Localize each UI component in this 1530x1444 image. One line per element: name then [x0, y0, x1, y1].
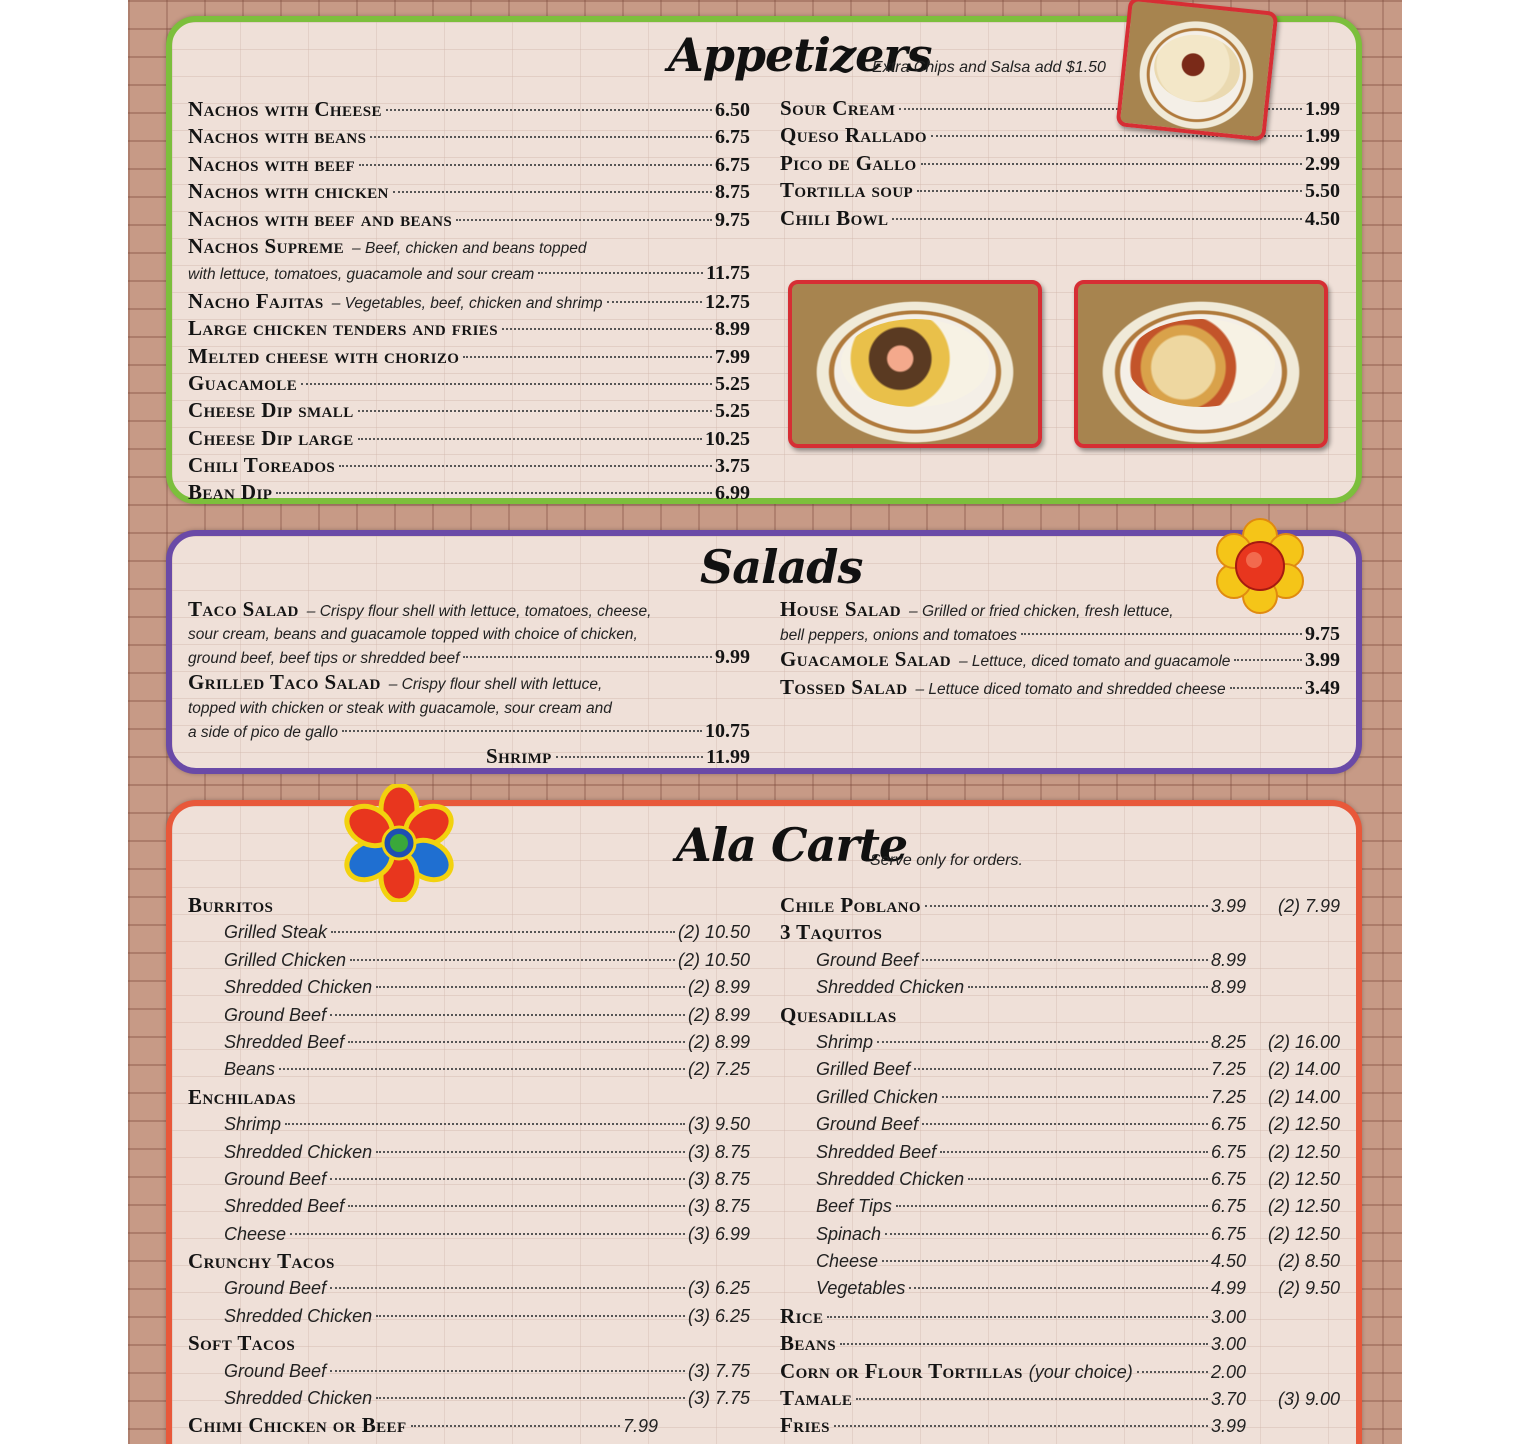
item-description: Lettuce diced tomato and shredded cheese	[928, 680, 1226, 698]
menu-item	[780, 1303, 1340, 1330]
menu-item: Nacho Fajitas – Vegetables, beef, chicken and shrimp 12.75	[188, 288, 750, 315]
item-price: 8.99	[1210, 977, 1246, 998]
item-name: Nachos with beef and beans	[188, 206, 453, 231]
item-price-multiple: (2) 12.50	[1267, 1196, 1340, 1217]
item-price: 5.25	[715, 372, 750, 395]
item-price: (2) 8.99	[687, 1031, 750, 1052]
menu-item	[780, 1111, 1340, 1138]
item-price: 8.75	[715, 181, 750, 204]
item-name: Ground Beef	[224, 1360, 327, 1381]
item-price: 5.25	[715, 400, 750, 423]
item-name: Cheese Dip large	[188, 425, 354, 450]
item-price: 6.50	[715, 99, 750, 121]
appetizers-section	[166, 16, 1362, 504]
ala-carte-subtitle: Serve only for orders.	[870, 852, 1023, 869]
item-price-multiple: (2) 12.50	[1267, 1141, 1340, 1162]
item-price: 3.99	[1305, 649, 1340, 672]
item-price: 7.99	[622, 1416, 658, 1437]
menu-item	[188, 1056, 750, 1083]
item-price: (3) 8.75	[687, 1196, 750, 1217]
item-price: (3) 8.75	[687, 1141, 750, 1162]
item-name: Chili Bowl	[780, 205, 889, 230]
item-name: Queso Rallado	[780, 123, 927, 148]
item-price: 6.99	[715, 482, 750, 505]
item-price: 8.25	[1210, 1031, 1246, 1052]
salads-title: Salads	[700, 540, 863, 594]
item-price: 9.75	[1305, 623, 1340, 646]
ala-carte-left-column	[188, 892, 750, 1440]
item-price: 7.25	[1210, 1086, 1246, 1107]
item-price: 2.99	[1305, 152, 1340, 175]
item-name: Cheese	[816, 1251, 879, 1272]
menu-item	[780, 150, 1340, 177]
menu-item	[188, 343, 750, 370]
item-price: (2) 10.50	[677, 949, 750, 970]
category-name: Crunchy Tacos	[188, 1249, 335, 1274]
appetizers-left-column	[188, 96, 750, 507]
item-price: 8.99	[1210, 949, 1246, 970]
item-price: 1.99	[1305, 125, 1340, 148]
menu-item	[188, 425, 750, 452]
item-name: Tossed Salad	[780, 674, 908, 699]
menu-item	[188, 947, 750, 974]
salads-section	[166, 530, 1362, 774]
item-price: (3) 8.75	[687, 1168, 750, 1189]
menu-item-continued	[188, 720, 750, 743]
category-heading	[188, 1330, 750, 1357]
multicolor-flower-icon	[340, 784, 458, 902]
item-name: Sour Cream	[780, 96, 896, 120]
item-description-continued: ground beef, beef tips or shredded beef	[188, 650, 460, 668]
item-name: Ground Beef	[224, 1004, 327, 1025]
item-price: 6.75	[715, 126, 750, 149]
menu-item	[188, 452, 750, 479]
item-price: 7.99	[715, 345, 750, 368]
item-name: Shredded Chicken	[816, 977, 965, 998]
category-heading	[780, 1002, 1340, 1029]
menu-item: Taco Salad – Crispy flour shell with lettuce, tomatoes, cheese,	[188, 596, 750, 623]
item-name: Grilled Taco Salad	[188, 670, 381, 695]
menu-item	[780, 1330, 1340, 1357]
item-description-continued: bell peppers, onions and tomatoes	[780, 627, 1017, 645]
item-price: 6.75	[1210, 1168, 1246, 1189]
item-price: 3.99	[1210, 1416, 1246, 1437]
item-price-multiple: (2) 8.50	[1277, 1251, 1340, 1272]
item-price: 7.25	[1210, 1059, 1246, 1080]
item-price: 6.75	[715, 153, 750, 176]
item-price: (3) 7.75	[687, 1360, 750, 1381]
item-description-continued: a side of pico de gallo	[188, 723, 338, 741]
menu-item: Grilled Taco Salad – Crispy flour shell with lettuce,	[188, 669, 750, 696]
item-note: (your choice)	[1028, 1361, 1133, 1382]
item-price: (3) 6.99	[687, 1223, 750, 1244]
item-description: Crispy flour shell with lettuce, tomatoes, cheese,	[319, 603, 652, 620]
item-name: Cheese Dip small	[188, 398, 354, 423]
menu-item	[780, 1029, 1340, 1056]
menu-item	[188, 1275, 750, 1302]
item-price: 1.99	[1305, 98, 1340, 120]
item-name: Tortilla soup	[780, 178, 914, 203]
item-price: (3) 6.25	[687, 1278, 750, 1299]
item-name: Nachos with chicken	[188, 179, 389, 204]
menu-item	[188, 1139, 750, 1166]
item-description-continued: with lettuce, tomatoes, guacamole and sour cream	[188, 266, 535, 284]
menu-item	[780, 1358, 1340, 1385]
item-price-multiple: (2) 16.00	[1267, 1031, 1340, 1052]
item-price-multiple: (2) 9.50	[1277, 1278, 1340, 1299]
item-price: 4.50	[1305, 207, 1340, 230]
item-price: 3.00	[1210, 1306, 1246, 1327]
item-price: (3) 6.25	[687, 1305, 750, 1326]
item-description: Grilled or fried chicken, fresh lettuce,	[921, 603, 1174, 620]
item-price: 9.75	[715, 208, 750, 231]
item-name: Corn or Flour Tortillas	[780, 1358, 1023, 1383]
menu-item	[188, 479, 750, 506]
item-price: 4.99	[1210, 1278, 1246, 1299]
nachos-photo	[788, 280, 1042, 448]
item-description: Vegetables, beef, chicken and shrimp	[344, 294, 603, 312]
item-name: Shredded Chicken	[224, 977, 373, 998]
menu-item-continued	[780, 623, 1340, 646]
item-name: Nachos with beans	[188, 124, 367, 149]
menu-item	[780, 1193, 1340, 1220]
item-price: (3) 7.75	[687, 1388, 750, 1409]
item-name: Rice	[780, 1303, 824, 1328]
item-price-multiple: (2) 14.00	[1267, 1086, 1340, 1107]
menu-item	[188, 206, 750, 233]
menu-item	[188, 1303, 750, 1330]
item-name: Shredded Beef	[816, 1141, 937, 1162]
menu-item: Tossed Salad – Lettuce diced tomato and shredded cheese 3.49	[780, 674, 1340, 701]
category-name: Enchiladas	[188, 1084, 297, 1109]
item-name: Beans	[780, 1331, 837, 1356]
item-price: 8.99	[715, 318, 750, 341]
item-name: Grilled Chicken	[224, 949, 347, 970]
item-price: 12.75	[705, 290, 750, 313]
item-price: 4.50	[1210, 1251, 1246, 1272]
menu-item	[188, 370, 750, 397]
item-price-multiple: (2) 14.00	[1267, 1059, 1340, 1080]
item-price: 5.50	[1305, 180, 1340, 203]
item-description: Crispy flour shell with lettuce,	[401, 676, 603, 694]
category-name: Quesadillas	[780, 1002, 897, 1027]
category-heading	[780, 919, 1340, 946]
menu-item	[780, 1084, 1340, 1111]
item-description: Lettuce, diced tomato and guacamole	[971, 653, 1231, 671]
item-name: Cheese	[224, 1223, 287, 1244]
item-price: 6.75	[1210, 1223, 1246, 1244]
menu-item	[188, 1412, 658, 1439]
menu-item	[780, 1221, 1340, 1248]
menu-item	[188, 1111, 750, 1138]
item-price: (2) 8.99	[687, 977, 750, 998]
salads-right-column	[780, 596, 1340, 701]
category-heading	[188, 892, 750, 919]
ala-carte-section	[166, 800, 1362, 1444]
item-name: Beef Tips	[816, 1196, 892, 1217]
menu-item	[188, 743, 750, 770]
item-name: Shredded Chicken	[816, 1168, 965, 1189]
item-name: Vegetables	[816, 1278, 906, 1299]
menu-item	[780, 947, 1340, 974]
item-name: Shredded Chicken	[224, 1141, 373, 1162]
soup-photo	[1116, 0, 1279, 141]
item-price: 10.75	[705, 719, 750, 742]
menu-item	[188, 96, 750, 123]
item-description-continued: sour cream, beans and guacamole topped with choice of chicken,	[188, 626, 638, 644]
item-name: Grilled Beef	[816, 1059, 911, 1080]
appetizers-subtitle: Extra Chips and Salsa add $1.50	[872, 59, 1106, 76]
item-price: 2.00	[1210, 1361, 1246, 1382]
item-name: Shredded Beef	[224, 1031, 345, 1052]
item-name: Ground Beef	[224, 1278, 327, 1299]
item-name: Grilled Steak	[224, 922, 328, 943]
menu-item	[780, 205, 1340, 232]
menu-item: Nachos Supreme – Beef, chicken and beans topped	[188, 233, 750, 260]
menu-item	[188, 178, 750, 205]
menu-item	[780, 1056, 1340, 1083]
menu-page	[128, 0, 1402, 1444]
menu-item	[188, 151, 750, 178]
menu-item-continued	[188, 646, 750, 669]
menu-item	[188, 974, 750, 1001]
menu-item	[188, 1002, 750, 1029]
item-price-multiple: (2) 12.50	[1267, 1223, 1340, 1244]
item-name: Tamale	[780, 1386, 853, 1411]
menu-item	[188, 1193, 750, 1220]
item-name: Shrimp	[224, 1114, 282, 1135]
item-price: (2) 7.25	[687, 1059, 750, 1080]
item-price: 6.75	[1210, 1114, 1246, 1135]
item-description: Beef, chicken and beans topped	[364, 239, 587, 257]
item-name: Nacho Fajitas	[188, 288, 324, 313]
item-name: Bean Dip	[188, 480, 273, 505]
item-name: Beans	[224, 1059, 276, 1080]
menu-item	[188, 919, 750, 946]
item-price-multiple: (3) 9.00	[1277, 1389, 1340, 1410]
item-name: Pico de Gallo	[780, 150, 917, 175]
menu-item	[780, 1412, 1340, 1439]
menu-item	[188, 1221, 750, 1248]
menu-item	[188, 397, 750, 424]
menu-item-continued	[188, 260, 750, 287]
menu-item	[780, 1275, 1340, 1302]
item-price: 6.75	[1210, 1196, 1246, 1217]
item-price: 3.99	[1210, 896, 1246, 916]
item-price-multiple: (2) 12.50	[1267, 1114, 1340, 1135]
salads-left-column	[188, 596, 750, 770]
ala-carte-right-column	[780, 892, 1340, 1440]
category-name: Burritos	[188, 893, 274, 917]
item-name: Guacamole Salad	[780, 647, 951, 672]
menu-item	[780, 177, 1340, 204]
item-name: Chimi Chicken or Beef	[188, 1413, 407, 1438]
item-price: 3.49	[1305, 676, 1340, 699]
category-name: 3 Taquitos	[780, 920, 883, 945]
menu-item	[188, 315, 750, 342]
item-name: Nachos with Cheese	[188, 97, 382, 121]
menu-item	[188, 1385, 750, 1412]
item-price: 11.75	[706, 262, 750, 285]
item-price: 11.99	[706, 745, 750, 768]
category-heading	[188, 1084, 750, 1111]
item-price: (3) 9.50	[687, 1114, 750, 1135]
item-name: Grilled Chicken	[816, 1086, 939, 1107]
item-name: Shredded Chicken	[224, 1305, 373, 1326]
item-name: Ground Beef	[816, 949, 919, 970]
menu-item-continued	[188, 697, 750, 720]
item-name: Spinach	[816, 1223, 882, 1244]
category-heading	[188, 1248, 750, 1275]
item-name: Taco Salad	[188, 597, 299, 621]
menu-item	[780, 1139, 1340, 1166]
menu-item	[188, 1029, 750, 1056]
menu-item	[188, 123, 750, 150]
item-price: 6.75	[1210, 1141, 1246, 1162]
item-name: Chili Toreados	[188, 453, 336, 478]
menu-item	[780, 1166, 1340, 1193]
menu-item	[780, 892, 1340, 919]
menu-item	[780, 974, 1340, 1001]
menu-item: Guacamole Salad – Lettuce, diced tomato and guacamole 3.99	[780, 646, 1340, 673]
item-price: 3.75	[715, 455, 750, 478]
item-name: Fries	[780, 1413, 830, 1438]
item-price: (2) 10.50	[677, 922, 750, 943]
item-price-multiple: (2) 12.50	[1267, 1168, 1340, 1189]
category-name: Soft Tacos	[188, 1331, 296, 1356]
item-name: Shredded Chicken	[224, 1388, 373, 1409]
item-name: Shrimp	[486, 743, 552, 768]
ala-carte-title: Ala Carte	[676, 818, 908, 872]
item-price: 3.00	[1210, 1334, 1246, 1355]
item-price-multiple: (2) 7.99	[1277, 896, 1340, 916]
item-name: Ground Beef	[224, 1168, 327, 1189]
item-name: Nachos with beef	[188, 151, 356, 176]
item-name: Large chicken tenders and fries	[188, 316, 498, 341]
item-price: 10.25	[705, 427, 750, 450]
item-price: (2) 8.99	[687, 1004, 750, 1025]
item-name: Nachos Supreme	[188, 233, 345, 258]
menu-item	[780, 1385, 1340, 1412]
item-name: House Salad	[780, 597, 902, 621]
item-name: Shredded Beef	[224, 1196, 345, 1217]
item-name: Shrimp	[816, 1031, 874, 1052]
appetizers-title: Appetizers	[668, 28, 932, 82]
item-name: Melted cheese with chorizo	[188, 343, 460, 368]
item-name: Ground Beef	[816, 1114, 919, 1135]
item-description-continued: topped with chicken or steak with guacamole, sour cream and	[188, 699, 612, 717]
quesadilla-photo	[1074, 280, 1328, 448]
menu-item-continued	[188, 623, 750, 646]
item-name: Guacamole	[188, 370, 298, 395]
menu-item	[188, 1358, 750, 1385]
item-name: Chile Poblano	[780, 893, 921, 917]
item-price: 9.99	[715, 646, 750, 669]
menu-item	[188, 1166, 750, 1193]
item-price: 3.70	[1210, 1389, 1246, 1410]
menu-item: House Salad – Grilled or fried chicken, fresh lettuce,	[780, 596, 1340, 623]
menu-item	[780, 1248, 1340, 1275]
